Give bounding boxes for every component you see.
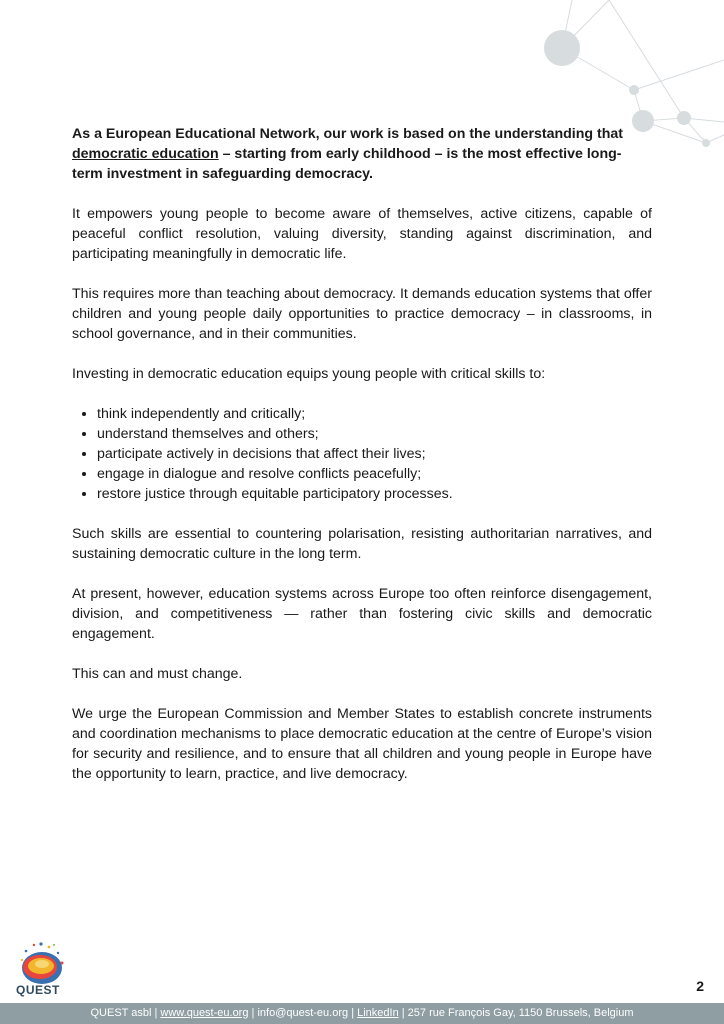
skills-list bbox=[72, 404, 652, 504]
list-item: • participate actively in decisions that affect their lives; bbox=[97, 444, 652, 464]
footer-email[interactable]: info@quest-eu.org bbox=[257, 1007, 349, 1019]
footer-separator: | bbox=[351, 1007, 355, 1019]
paragraph: Investing in democratic education equips young people with critical skills to: bbox=[72, 366, 546, 382]
footer-bar bbox=[0, 1003, 724, 1024]
paragraph: This requires more than teaching about democracy. It demands education systems that offer children and young people daily opportunities to practice democracy – in classrooms, in school governance, and in their communities. bbox=[72, 286, 652, 342]
quest-logo-text: QUEST bbox=[16, 983, 60, 997]
footer-separator: | bbox=[154, 1007, 158, 1019]
list-item: • think independently and critically; bbox=[97, 404, 652, 424]
intro-text-end: – starting from early childhood – is the most effective long-term investment in safeguarding democracy. bbox=[72, 146, 622, 182]
footer-linkedin-link[interactable]: LinkedIn bbox=[357, 1007, 399, 1019]
footer-website-link[interactable]: www.quest-eu.org bbox=[160, 1007, 249, 1019]
list-item: • understand themselves and others; bbox=[97, 424, 652, 444]
footer-org: QUEST asbl bbox=[90, 1007, 152, 1019]
intro-text-start: As a European Educational Network, our work is based on the understanding that bbox=[72, 126, 624, 142]
letter-body bbox=[72, 124, 652, 804]
democratic-education-link[interactable]: democratic education bbox=[72, 146, 219, 162]
paragraph: Such skills are essential to countering polarisation, resisting authoritarian narratives, and sustaining democratic culture in the long term. bbox=[72, 526, 652, 562]
intro-paragraph bbox=[72, 124, 652, 184]
paragraph: At present, however, education systems across Europe too often reinforce disengagement, division, and competitiveness — rather than fostering civic skills and democratic engagement. bbox=[72, 586, 652, 642]
footer-address: | 257 rue François Gay, 1150 Brussels, Belgium bbox=[401, 1007, 634, 1019]
footer-separator: | bbox=[251, 1007, 255, 1019]
page-number: 2 bbox=[696, 978, 704, 994]
list-item: • engage in dialogue and resolve conflicts peacefully; bbox=[97, 464, 652, 484]
paragraph: It empowers young people to become aware of themselves, active citizens, capable of peaceful conflict resolution, valuing diversity, standing against discrimination, and participating meaningfully in democratic life. bbox=[72, 206, 652, 262]
paragraph: We urge the European Commission and Member States to establish concrete instruments and coordination mechanisms to place democratic education at the centre of Europe’s vision for security and resilience, and to ensure that all children and young people in Europe have the opportunity to learn, practice, and live democracy. bbox=[72, 706, 652, 782]
list-item: • restore justice through equitable participatory processes. bbox=[97, 484, 652, 504]
paragraph: This can and must change. bbox=[72, 666, 243, 682]
